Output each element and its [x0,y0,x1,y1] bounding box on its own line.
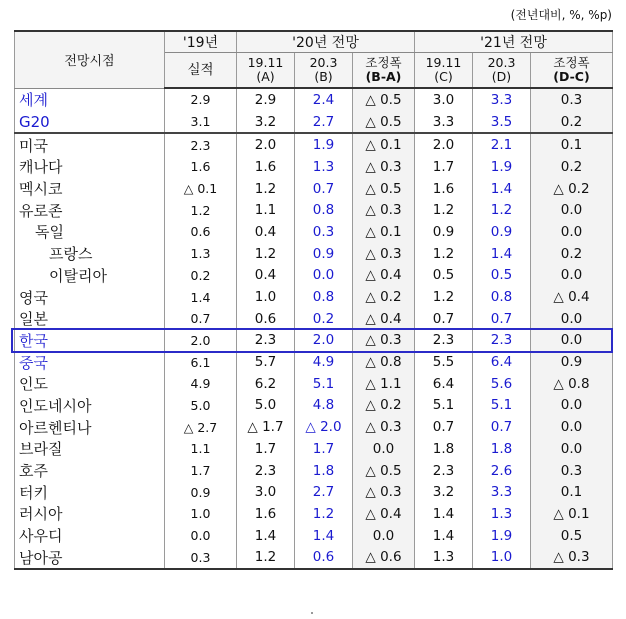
table-row [15,286,613,308]
forecast-2020-b: 4.9 [295,351,353,373]
forecast-2021-c: 3.0 [415,88,473,111]
header-sub-d: 20.3 (D) [473,53,531,89]
adjust-2021: 0.2 [531,111,613,134]
forecast-2020-b: 1.7 [295,438,353,460]
country-name: 멕시코 [15,178,165,200]
adjust-2020: 0.0 [353,438,415,460]
table-row [15,330,613,352]
actual-2019: 1.3 [165,243,237,265]
forecast-2020-a: 3.2 [237,111,295,134]
forecast-2021-c: 2.3 [415,460,473,482]
table-row [15,265,613,287]
adjust-2021: 0.3 [531,460,613,482]
adjust-2021: 0.1 [531,481,613,503]
table-row [15,88,613,111]
forecast-2021-c: 1.4 [415,503,473,525]
forecast-2020-a: 2.3 [237,330,295,352]
forecast-2021-c: 0.5 [415,265,473,287]
header-sub-dc: 조정폭 (D-C) [531,53,613,89]
table-row [15,243,613,265]
adjust-2021: △ 0.3 [531,546,613,569]
forecast-2021-d: 6.4 [473,351,531,373]
country-name: 중국 [15,351,165,373]
actual-2019: 0.7 [165,308,237,330]
forecast-2020-a: 1.1 [237,199,295,221]
forecast-2020-a: 3.0 [237,481,295,503]
actual-2019: 0.2 [165,265,237,287]
forecast-2021-c: 6.4 [415,373,473,395]
forecast-2021-d: 3.3 [473,481,531,503]
forecast-2021-c: 3.3 [415,111,473,134]
forecast-2021-d: 1.4 [473,178,531,200]
adjust-2021: △ 0.8 [531,373,613,395]
actual-2019: 1.1 [165,438,237,460]
forecast-2020-a: 1.4 [237,525,295,547]
forecast-2021-d: 5.1 [473,395,531,417]
table-row [15,525,613,547]
forecast-2021-d: 0.8 [473,286,531,308]
adjust-2020: △ 0.3 [353,481,415,503]
adjust-2020: △ 0.5 [353,178,415,200]
forecast-2020-a: 1.2 [237,178,295,200]
forecast-2020-a: 0.6 [237,308,295,330]
country-name: 러시아 [15,503,165,525]
forecast-2020-b: 5.1 [295,373,353,395]
adjust-2020: △ 0.1 [353,221,415,243]
adjust-2020: △ 0.4 [353,503,415,525]
country-name: 미국 [15,133,165,156]
country-name: 일본 [15,308,165,330]
forecast-2020-a: 2.0 [237,133,295,156]
country-name: 영국 [15,286,165,308]
actual-2019: 2.3 [165,133,237,156]
actual-2019: 0.6 [165,221,237,243]
forecast-2021-d: 2.3 [473,330,531,352]
forecast-2021-c: 0.7 [415,416,473,438]
country-name: 인도네시아 [15,395,165,417]
forecast-2021-c: 1.2 [415,199,473,221]
adjust-2021: △ 0.1 [531,503,613,525]
adjust-2020: △ 0.5 [353,88,415,111]
table-row [15,416,613,438]
forecast-2021-d: 0.9 [473,221,531,243]
forecast-2020-a: 0.4 [237,265,295,287]
forecast-2020-a: 5.0 [237,395,295,417]
actual-2019: 0.3 [165,546,237,569]
actual-2019: 1.7 [165,460,237,482]
adjust-2021: 0.9 [531,351,613,373]
country-name: 한국 [15,330,165,352]
adjust-2021: 0.0 [531,308,613,330]
adjust-2021: △ 0.4 [531,286,613,308]
actual-2019: 5.0 [165,395,237,417]
forecast-2021-d: 0.5 [473,265,531,287]
header-2019: '19년 [165,31,237,53]
adjust-2021: 0.0 [531,416,613,438]
adjust-2020: △ 0.6 [353,546,415,569]
forecast-2021-c: 2.0 [415,133,473,156]
adjust-2021: 0.3 [531,88,613,111]
forecast-2021-d: 2.6 [473,460,531,482]
adjust-2020: △ 0.4 [353,308,415,330]
country-name: 호주 [15,460,165,482]
forecast-2021-d: 5.6 [473,373,531,395]
forecast-2020-a: 1.2 [237,243,295,265]
forecast-2021-c: 1.7 [415,156,473,178]
adjust-2021: 0.5 [531,525,613,547]
forecast-2020-b: 1.3 [295,156,353,178]
adjust-2021: 0.0 [531,438,613,460]
forecast-2020-a: 1.6 [237,156,295,178]
forecast-2021-d: 3.3 [473,88,531,111]
forecast-2021-c: 1.2 [415,286,473,308]
forecast-2020-a: △ 1.7 [237,416,295,438]
adjust-2020: △ 0.3 [353,330,415,352]
country-name: 터키 [15,481,165,503]
forecast-2020-b: 1.4 [295,525,353,547]
forecast-2020-a: 1.6 [237,503,295,525]
adjust-2020: △ 0.2 [353,395,415,417]
actual-2019: 3.1 [165,111,237,134]
table-row [15,156,613,178]
forecast-2021-d: 0.7 [473,308,531,330]
adjust-2021: 0.0 [531,395,613,417]
actual-2019: 1.4 [165,286,237,308]
table-row [15,111,613,134]
adjust-2021: 0.0 [531,330,613,352]
adjust-2020: △ 0.3 [353,156,415,178]
actual-2019: 0.9 [165,481,237,503]
forecast-2021-d: 1.8 [473,438,531,460]
country-name: 세계 [15,88,165,111]
forecast-2020-b: 0.9 [295,243,353,265]
adjust-2020: △ 0.5 [353,111,415,134]
forecast-2021-c: 1.2 [415,243,473,265]
adjust-2021: 0.0 [531,199,613,221]
forecast-2021-d: 1.3 [473,503,531,525]
adjust-2020: △ 0.5 [353,460,415,482]
forecast-2021-d: 1.4 [473,243,531,265]
adjust-2020: △ 0.1 [353,133,415,156]
actual-2019: △ 2.7 [165,416,237,438]
country-name: 사우디 [15,525,165,547]
forecast-2021-d: 3.5 [473,111,531,134]
actual-2019: 6.1 [165,351,237,373]
table-row [15,133,613,156]
adjust-2020: △ 0.2 [353,286,415,308]
forecast-2020-b: 0.8 [295,286,353,308]
forecast-2020-b: 4.8 [295,395,353,417]
adjust-2020: △ 1.1 [353,373,415,395]
forecast-2020-b: 0.3 [295,221,353,243]
country-name: 유로존 [15,199,165,221]
forecast-2021-c: 0.9 [415,221,473,243]
forecast-2020-b: 2.4 [295,88,353,111]
forecast-2021-c: 5.5 [415,351,473,373]
actual-2019: 1.0 [165,503,237,525]
table-row [15,546,613,569]
adjust-2021: 0.0 [531,221,613,243]
forecast-2020-b: 2.7 [295,111,353,134]
forecast-2021-d: 1.9 [473,156,531,178]
forecast-2020-a: 1.7 [237,438,295,460]
forecast-2020-a: 0.4 [237,221,295,243]
forecast-2021-c: 5.1 [415,395,473,417]
table-row [15,460,613,482]
country-name: 독일 [15,221,165,243]
forecast-2020-a: 5.7 [237,351,295,373]
adjust-2020: △ 0.3 [353,199,415,221]
unit-note: (전년대비, %, %p) [510,8,612,22]
table-row [15,199,613,221]
adjust-2020: 0.0 [353,525,415,547]
forecast-2021-c: 2.3 [415,330,473,352]
forecast-2020-a: 2.3 [237,460,295,482]
header-sub-ba: 조정폭 (B-A) [353,53,415,89]
actual-2019: 2.0 [165,330,237,352]
country-name: 남아공 [15,546,165,569]
country-name: 브라질 [15,438,165,460]
forecast-2020-b: 0.2 [295,308,353,330]
table-row [15,308,613,330]
header-sub-b: 20.3 (B) [295,53,353,89]
forecast-2021-d: 2.1 [473,133,531,156]
adjust-2021: 0.1 [531,133,613,156]
forecast-2021-d: 1.0 [473,546,531,569]
forecast-2020-b: 1.2 [295,503,353,525]
adjust-2021: 0.0 [531,265,613,287]
country-name: 프랑스 [15,243,165,265]
actual-2019: 1.2 [165,199,237,221]
table-row [15,373,613,395]
adjust-2021: △ 0.2 [531,178,613,200]
forecast-2020-a: 6.2 [237,373,295,395]
header-sub-c: 19.11 (C) [415,53,473,89]
forecast-2021-c: 1.3 [415,546,473,569]
adjust-2020: △ 0.3 [353,243,415,265]
adjust-2020: △ 0.8 [353,351,415,373]
forecast-2020-b: 1.8 [295,460,353,482]
adjust-2020: △ 0.3 [353,416,415,438]
forecast-2020-a: 1.0 [237,286,295,308]
forecast-2020-b: 2.7 [295,481,353,503]
growth-outlook-table [14,30,613,570]
actual-2019: 1.6 [165,156,237,178]
actual-2019: △ 0.1 [165,178,237,200]
forecast-2020-a: 2.9 [237,88,295,111]
actual-2019: 4.9 [165,373,237,395]
table-row [15,503,613,525]
forecast-2021-c: 0.7 [415,308,473,330]
footer-dot [311,612,313,614]
forecast-2021-d: 1.2 [473,199,531,221]
table-row [15,178,613,200]
country-name: G20 [15,111,165,134]
table-row [15,221,613,243]
adjust-2021: 0.2 [531,156,613,178]
header-outlook-point: 전망시점 [15,31,165,88]
country-name: 아르헨티나 [15,416,165,438]
forecast-2020-b: 0.7 [295,178,353,200]
forecast-2021-c: 3.2 [415,481,473,503]
actual-2019: 0.0 [165,525,237,547]
country-name: 이탈리아 [15,265,165,287]
forecast-2020-b: 0.6 [295,546,353,569]
forecast-2020-b: 0.0 [295,265,353,287]
country-name: 인도 [15,373,165,395]
forecast-2020-b: 1.9 [295,133,353,156]
country-name: 캐나다 [15,156,165,178]
header-actual: 실적 [165,53,237,89]
forecast-2021-d: 1.9 [473,525,531,547]
forecast-2021-c: 1.8 [415,438,473,460]
header-sub-a: 19.11 (A) [237,53,295,89]
table-row [15,438,613,460]
forecast-2021-c: 1.6 [415,178,473,200]
header-2020-outlook: '20년 전망 [237,31,415,53]
forecast-2020-a: 1.2 [237,546,295,569]
forecast-2020-b: 0.8 [295,199,353,221]
forecast-2021-d: 0.7 [473,416,531,438]
adjust-2020: △ 0.4 [353,265,415,287]
table-row [15,351,613,373]
forecast-2020-b: 2.0 [295,330,353,352]
table-row [15,395,613,417]
adjust-2021: 0.2 [531,243,613,265]
actual-2019: 2.9 [165,88,237,111]
forecast-2020-b: △ 2.0 [295,416,353,438]
header-2021-outlook: '21년 전망 [415,31,613,53]
table-row [15,481,613,503]
forecast-2021-c: 1.4 [415,525,473,547]
